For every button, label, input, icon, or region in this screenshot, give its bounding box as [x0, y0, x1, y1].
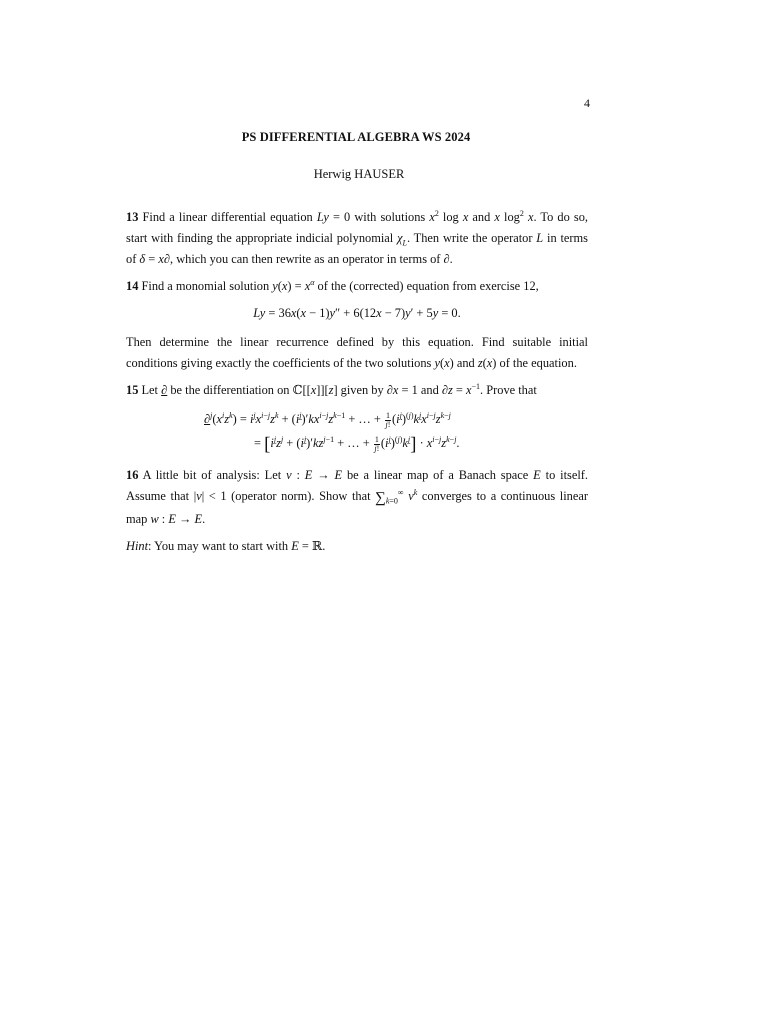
equation-15-line-1: $\partial^j(x^iz^k) = i^jx^{i-j}z^k + (i^j)'kx^{i-j}z^{k-1}$ + … + $\frac{1}{j!}$ $(i^j)^{(j)}k^jx^{i-j}z^{k-j}$: [204, 410, 451, 429]
exercise-number: 14: [126, 279, 139, 293]
exercise-16: 16 A little bit of analysis: Let v : E → E be a linear map of a Banach space E to itself. Assume that |v| < 1 (operator norm). Show that $\sum_{k=0}^\infty$ $v^k$ converges to a continuous linear map w : E → E.: [126, 468, 589, 526]
exercise-list: [126, 207, 588, 563]
equation-14: Ly = 36x(x − 1)y″ + 6(12x − 7)y′ + 5y = 0.: [253, 306, 461, 320]
author-name: Herwig HAUSER: [313, 167, 405, 181]
hint: Hint: You may want to start with E = ℝ.: [126, 539, 326, 553]
exercise-13: 13 Find a linear differential equation Ly = 0 with solutions $x^2$ log x and x $\log^2 x$. To do so, start with finding the appropriate indicial polynomial $\chi_L$. Then write the operator L in terms of δ = x∂, which you can then rewrite as an operator in terms of ∂.: [126, 208, 589, 266]
document-title: PS DIFFERENTIAL ALGEBRA WS 2024: [241, 130, 471, 144]
page-number: 4: [584, 96, 590, 110]
exercise-14-continued: Then determine the linear recurrence defined by this equation. Find suitable initial conditions giving exactly the coefficients of the two solutions y(x) and z(x) of the equation.: [126, 335, 588, 370]
exercise-number: 15: [126, 383, 139, 397]
exercise-number: 16: [126, 468, 139, 482]
equation-15: [204, 407, 588, 457]
hint-label: Hint: [126, 539, 149, 553]
exercise-15: 15 Let ∂ be the differentiation on ℂ[[x]][z] given by ∂x = 1 and $\partial z = x^{-1}$. Prove that: [126, 381, 537, 397]
exercise-number: 13: [126, 210, 139, 224]
equation-15-line-2: = [$i^jz^j + (i^j)'kz^{j-1}$ + … + $\frac{1}{j!}$ $(i^j)^{(j)}k^j] \cdot x^{i-j}z^{k-j}$.: [254, 434, 460, 455]
exercise-14: 14 Find a monomial solution $y(x) = x^\alpha$ of the (corrected) equation from exercise 12,: [126, 277, 539, 293]
